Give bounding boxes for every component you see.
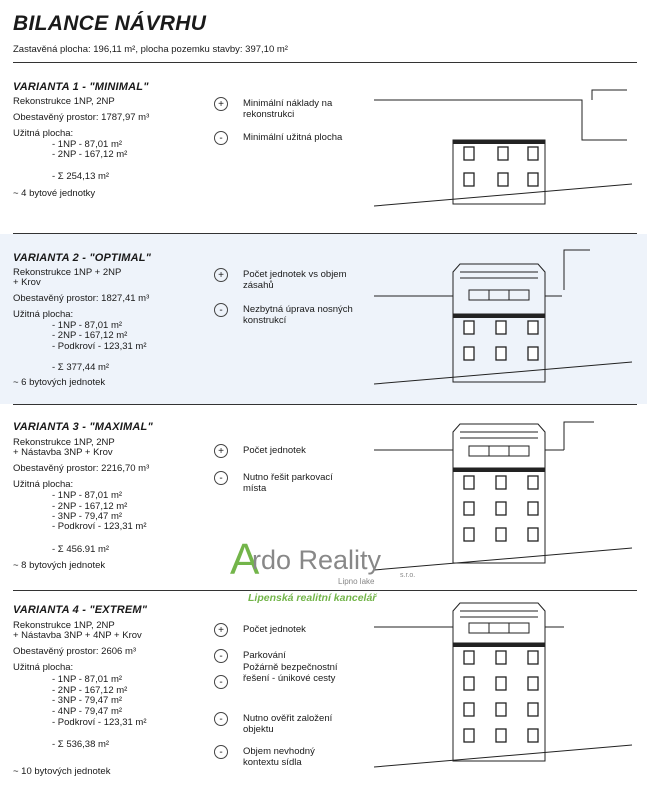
area-item: - 2NP - 167,12 m² <box>52 149 128 160</box>
logo-tagline: Lipenská realitní kancelář <box>248 592 377 604</box>
con-text: Nezbytná úprava nosných konstrukcí <box>243 304 353 326</box>
con-text: Požárně bezpečnostní řešení - únikové cesty <box>243 662 338 684</box>
variant-volume: Obestavěný prostor: 2606 m³ <box>13 646 137 657</box>
variant-2-section <box>0 234 647 404</box>
building-elevation-drawing <box>372 599 637 779</box>
area-item: - Podkroví - 123,31 m² <box>52 341 147 352</box>
con-text: Minimální užitná plocha <box>243 132 343 143</box>
variant-scope: + Nástavba 3NP + 4NP + Krov <box>13 630 142 641</box>
pro-text: Minimální náklady na rekonstrukci <box>243 98 333 120</box>
minus-icon: - <box>214 131 228 145</box>
area-item: - 1NP - 87,01 m² <box>52 320 123 331</box>
unit-count: ~ 10 bytových jednotek <box>13 766 111 777</box>
pro-text: Počet jednotek vs objem zásahů <box>243 269 347 291</box>
area-item: - 1NP - 87,01 m² <box>52 674 123 685</box>
minus-icon: - <box>214 745 228 759</box>
minus-icon: - <box>214 649 228 663</box>
logo-letter: A <box>230 535 260 584</box>
plus-icon: + <box>214 97 228 111</box>
plus-icon: + <box>214 268 228 282</box>
plus-icon: + <box>214 623 228 637</box>
area-item: - 2NP - 167,12 m² <box>52 501 128 512</box>
variant-scope: Rekonstrukce 1NP, 2NP <box>13 96 115 107</box>
variant-1-section <box>0 63 647 233</box>
minus-icon: - <box>214 471 228 485</box>
minus-icon: - <box>214 675 228 689</box>
minus-icon: - <box>214 712 228 726</box>
area-label: Užitná plocha: <box>13 662 74 673</box>
area-item: - 2NP - 167,12 m² <box>52 685 128 696</box>
variant-title: VARIANTA 3 - "MAXIMAL" <box>13 421 153 433</box>
variant-title: VARIANTA 1 - "MINIMAL" <box>13 81 149 93</box>
area-item: - 1NP - 87,01 m² <box>52 139 123 150</box>
area-item: - 1NP - 87,01 m² <box>52 490 123 501</box>
area-label: Užitná plocha: <box>13 309 74 320</box>
area-item: - Podkroví - 123,31 m² <box>52 717 147 728</box>
variant-volume: Obestavěný prostor: 2216,70 m³ <box>13 463 150 474</box>
pro-text: Počet jednotek <box>243 445 306 456</box>
variant-title: VARIANTA 4 - "EXTREM" <box>13 604 148 616</box>
variant-title: VARIANTA 2 - "OPTIMAL" <box>13 252 152 264</box>
page-subtitle: Zastavěná plocha: 196,11 m², plocha pozemku stavby: 397,10 m² <box>13 44 288 55</box>
area-sum: - Σ 536,38 m² <box>52 739 110 750</box>
con-text: Objem nevhodný kontextu sídla <box>243 746 315 768</box>
building-elevation-drawing <box>372 88 637 233</box>
variant-4-section <box>0 591 647 812</box>
variant-scope: Rekonstrukce 1NP + 2NP <box>13 267 122 278</box>
area-item: - 2NP - 167,12 m² <box>52 330 128 341</box>
area-label: Užitná plocha: <box>13 128 74 139</box>
area-sum: - Σ 254,13 m² <box>52 171 110 182</box>
unit-count: ~ 4 bytové jednotky <box>13 188 96 199</box>
con-text: Nutno řešit parkovací místa <box>243 472 333 494</box>
pro-text: Počet jednotek <box>243 624 306 635</box>
building-elevation-drawing <box>372 242 637 402</box>
logo-brand-name: rdo Reality <box>252 545 382 575</box>
area-item: - Podkroví - 123,31 m² <box>52 521 147 532</box>
logo-lipno-lake: Lipno lake <box>338 577 375 586</box>
con-text: Nutno ověřit založení objektu <box>243 713 333 735</box>
variant-volume: Obestavěný prostor: 1827,41 m³ <box>13 293 150 304</box>
logo-sro: s.r.o. <box>400 572 416 579</box>
plus-icon: + <box>214 444 228 458</box>
variant-scope: + Nástavba 3NP + Krov <box>13 447 113 458</box>
variant-scope: Rekonstrukce 1NP, 2NP <box>13 620 115 631</box>
area-sum: - Σ 377,44 m² <box>52 362 110 373</box>
area-item: - 4NP - 79,47 m² <box>52 706 123 717</box>
area-item: - 3NP - 79,47 m² <box>52 695 123 706</box>
variant-scope: Rekonstrukce 1NP, 2NP <box>13 437 115 448</box>
area-label: Užitná plocha: <box>13 479 74 490</box>
con-text: Parkování <box>243 650 286 661</box>
variant-scope: + Krov <box>13 277 41 288</box>
unit-count: ~ 6 bytových jednotek <box>13 377 106 388</box>
page-title: BILANCE NÁVRHU <box>13 12 207 35</box>
area-item: - 3NP - 79,47 m² <box>52 511 123 522</box>
variant-volume: Obestavěný prostor: 1787,97 m³ <box>13 112 150 123</box>
minus-icon: - <box>214 303 228 317</box>
area-sum: - Σ 456.91 m² <box>52 544 110 555</box>
unit-count: ~ 8 bytových jednotek <box>13 560 106 571</box>
